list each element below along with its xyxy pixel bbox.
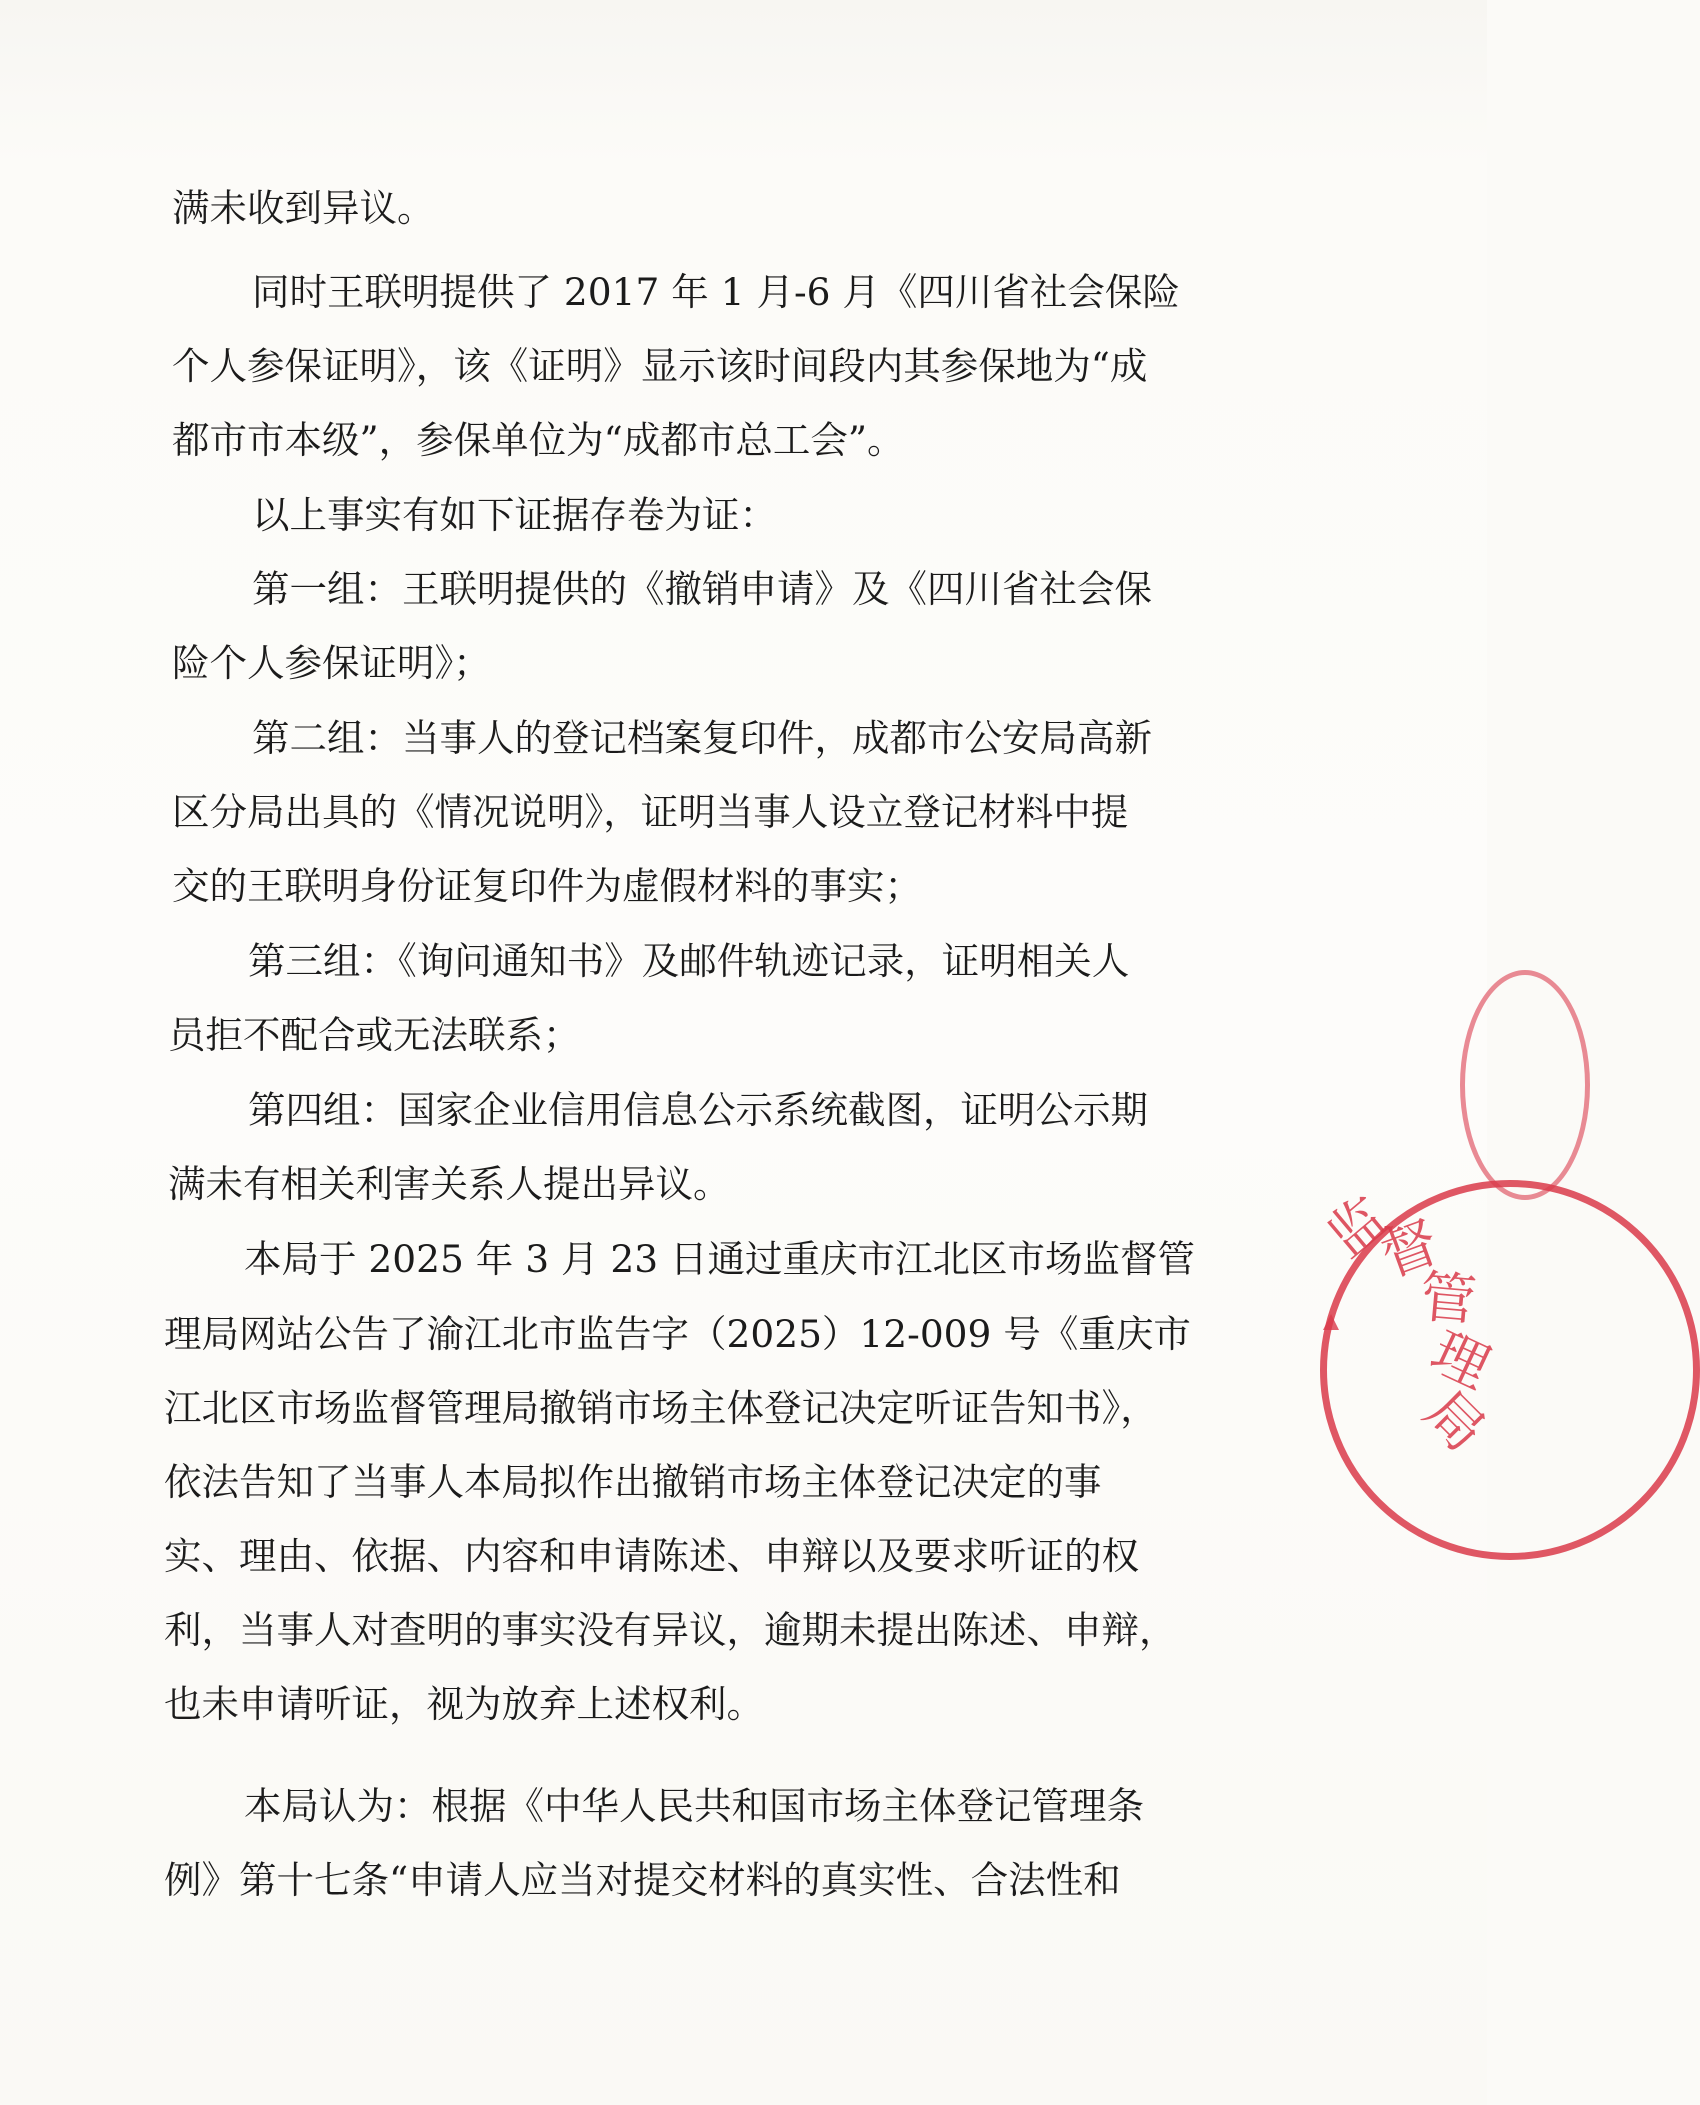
text-line: 险个人参保证明》； bbox=[172, 641, 491, 685]
text-line: 依法告知了当事人本局拟作出撤销市场主体登记决定的事 bbox=[164, 1460, 1102, 1504]
text-line: 第一组：王联明提供的《撤销申请》及《四川省社会保 bbox=[252, 567, 1152, 611]
text-line: 第三组：《询问通知书》及邮件轨迹记录，证明相关人 bbox=[248, 939, 1130, 983]
text-line: 实、理由、依据、内容和申请陈述、申辩以及要求听证的权 bbox=[164, 1534, 1139, 1578]
text-line: 第二组：当事人的登记档案复印件，成都市公安局高新 bbox=[252, 716, 1152, 760]
text-line: 员拒不配合或无法联系； bbox=[168, 1013, 581, 1057]
text-line: 例》第十七条“申请人应当对提交材料的真实性、合法性和 bbox=[164, 1858, 1121, 1902]
text-line: 区分局出具的《情况说明》，证明当事人设立登记材料中提 bbox=[172, 790, 1129, 834]
text-line: 满未收到异议。 bbox=[172, 186, 435, 230]
text-line: 个人参保证明》，该《证明》显示该时间段内其参保地为“成 bbox=[172, 344, 1148, 388]
text-line: 本局于 2025 年 3 月 23 日通过重庆市江北区市场监督管 bbox=[244, 1237, 1196, 1281]
seal-star-icon bbox=[1323, 1314, 1339, 1330]
text-line: 理局网站公告了渝江北市监告字（2025）12-009 号《重庆市 bbox=[164, 1312, 1191, 1356]
text-line: 交的王联明身份证复印件为虚假材料的事实； bbox=[172, 864, 922, 908]
text-line: 利，当事人对查明的事实没有异议，逾期未提出陈述、申辩， bbox=[164, 1608, 1177, 1652]
text-line: 江北区市场监督管理局撤销市场主体登记决定听证告知书》， bbox=[164, 1386, 1158, 1430]
text-line: 本局认为：根据《中华人民共和国市场主体登记管理条 bbox=[244, 1784, 1144, 1828]
partial-seal-upper bbox=[1460, 970, 1590, 1200]
text-line: 满未有相关利害关系人提出异议。 bbox=[168, 1162, 731, 1206]
text-line: 第四组：国家企业信用信息公示系统截图，证明公示期 bbox=[248, 1088, 1148, 1132]
text-line: 也未申请听证，视为放弃上述权利。 bbox=[164, 1682, 764, 1726]
text-line: 同时王联明提供了 2017 年 1 月-6 月《四川省社会保险 bbox=[252, 270, 1180, 314]
text-line: 都市市本级”，参保单位为“成都市总工会”。 bbox=[172, 418, 905, 462]
text-line: 以上事实有如下证据存卷为证： bbox=[252, 493, 777, 537]
